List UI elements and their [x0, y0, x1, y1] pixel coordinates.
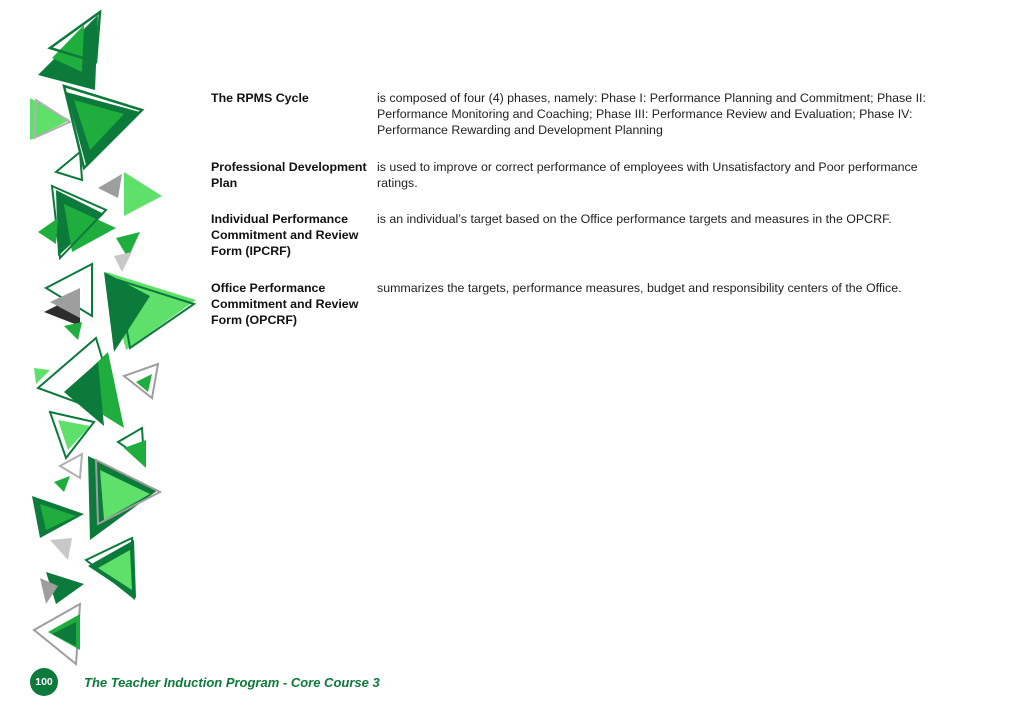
page-number-badge: 100	[30, 668, 58, 696]
glossary-entry	[211, 280, 931, 329]
page-footer	[30, 668, 380, 696]
triangle-shape	[124, 440, 146, 468]
footer-title: The Teacher Induction Program - Core Course 3	[84, 674, 380, 690]
triangle-shape	[124, 172, 162, 216]
glossary-list	[211, 90, 931, 348]
triangle-shape	[56, 152, 82, 180]
triangle-shape	[34, 368, 50, 384]
triangle-shape	[64, 322, 82, 340]
triangle-decoration	[0, 0, 200, 724]
triangle-shape	[114, 252, 132, 272]
glossary-definition: summarizes the targets, performance measures, budget and responsibility centers of the Office.	[377, 280, 902, 295]
triangle-shape	[60, 454, 82, 478]
triangle-shape	[58, 420, 90, 450]
glossary-definition: is an individual’s target based on the Office performance targets and measures in the OPCRF.	[377, 212, 892, 227]
glossary-entry	[211, 90, 931, 139]
triangle-shape	[50, 538, 72, 560]
glossary-definition: is used to improve or correct performance of employees with Unsatisfactory and Poor performance ratings.	[377, 159, 918, 190]
glossary-term: Professional Development Plan	[211, 159, 367, 190]
glossary-entry	[211, 159, 931, 191]
glossary-definition: is composed of four (4) phases, namely: Phase I: Performance Planning and Commitment; Phase II: Performance Monitoring and Coaching; Phase III: Performance Review and Evaluation; Phase IV: Performance Rewarding and Development Planning	[377, 91, 926, 138]
glossary-term: Individual Performance Commitment and Review Form (IPCRF)	[211, 212, 359, 259]
triangle-shape	[54, 476, 70, 492]
triangle-shape	[38, 218, 58, 244]
glossary-entry	[211, 211, 931, 260]
triangle-shape	[136, 374, 152, 392]
glossary-term: The RPMS Cycle	[211, 91, 309, 105]
glossary-term: Office Performance Commitment and Review Form (OPCRF)	[211, 280, 359, 328]
triangle-shape	[98, 174, 122, 198]
